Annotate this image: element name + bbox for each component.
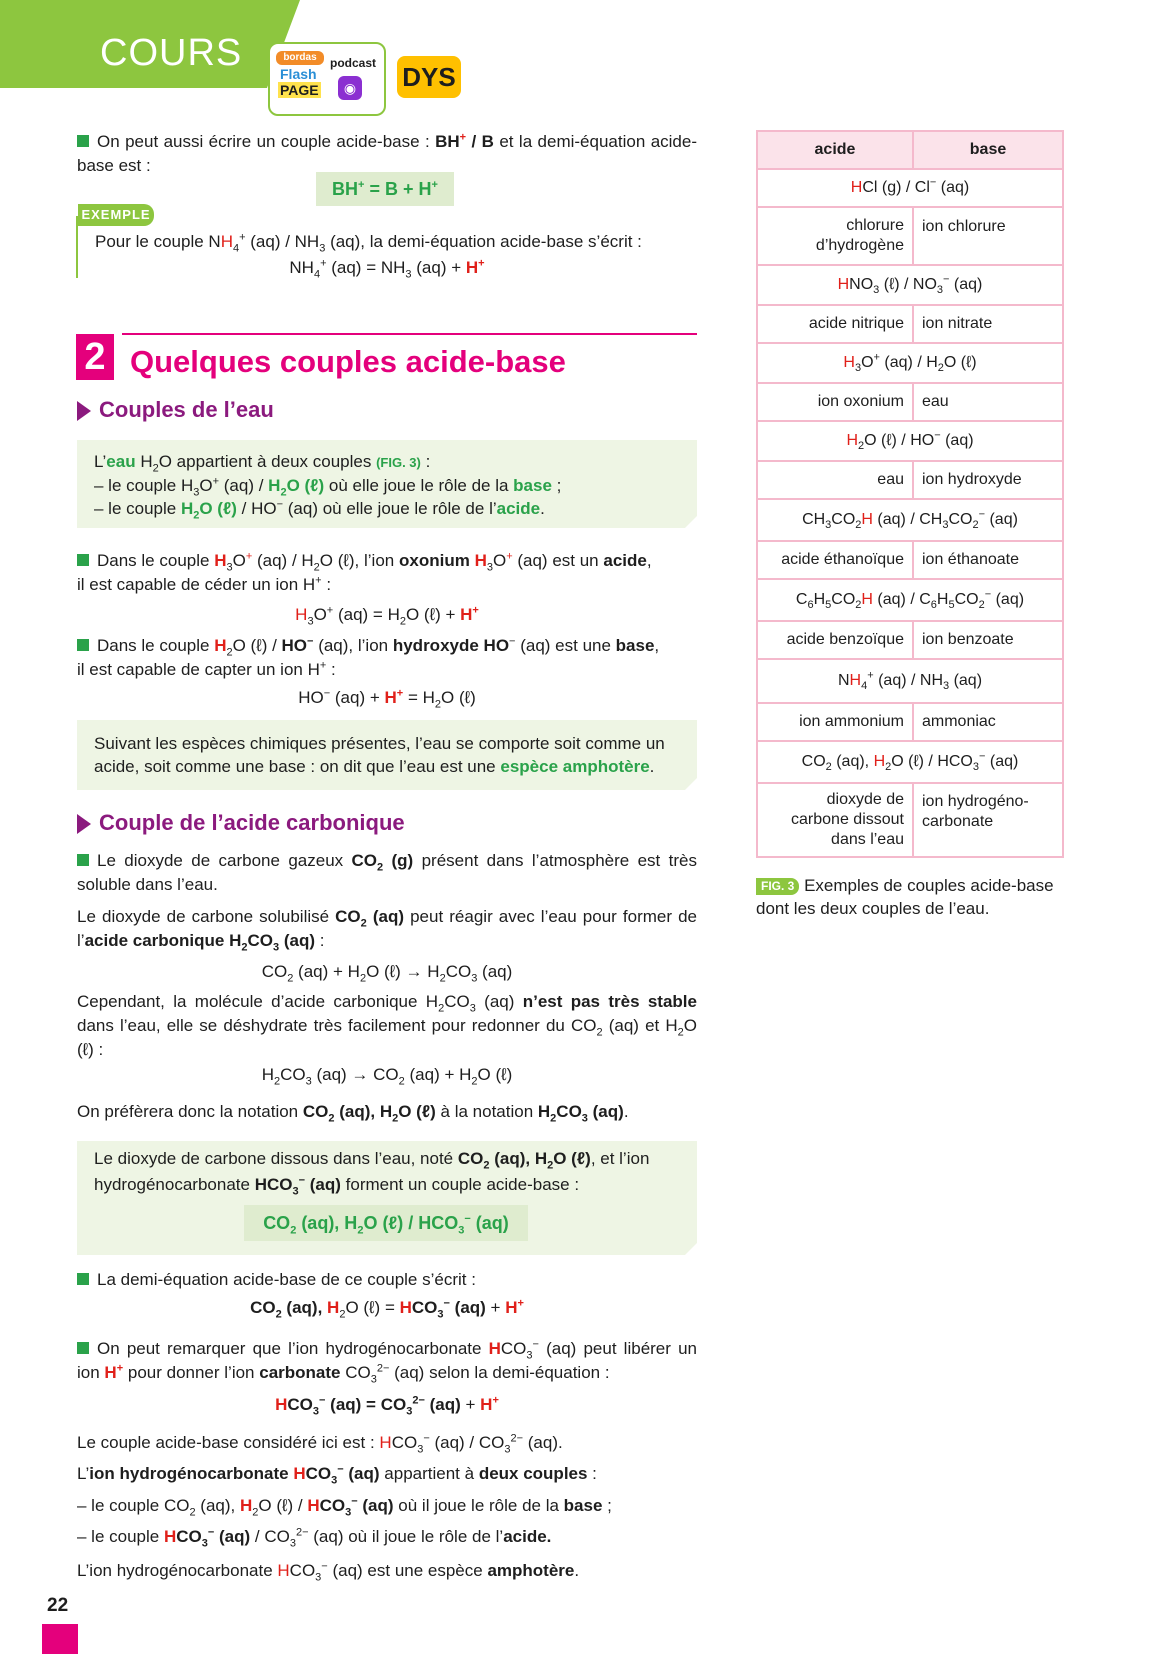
bullet-square-icon <box>77 639 89 651</box>
exemple-label: EXEMPLE <box>78 204 154 226</box>
amphotere-text: Suivant les espèces chimiques présentes, l’eau se comporte soit comme un acide, soit comme une base : on dit que l’eau est une espèce amphotère. <box>94 734 665 776</box>
hco3-paragraph: On peut remarquer que l’ion hydrogénocarbonate $HCO_3^-$ (aq) peut libérer un ion H+ pour donner l’ion carbonate $CO_3^{2-}$ (aq) selon la demi-équation : <box>77 1338 697 1386</box>
couple-acide-line: – le couple $HCO_3^-$ $(aq) / CO_3^{2-}$ (aq) où il joue le rôle de l’acide. <box>77 1526 552 1550</box>
flash-label: Flash <box>280 66 317 82</box>
cours-label: COURS <box>100 32 243 74</box>
carbonique-stability-paragraph: Cependant, la molécule d’acide carbonique $H_2CO_3$ (aq) n’est pas très stable dans l’eau, elle se déshydrate très facilement pour redonner du $CO_2$ (aq) et $H_2O$ (ℓ) : <box>77 992 697 1059</box>
amphotere-conclusion-line: L’ion hydrogénocarbonate $HCO_3^-$ (aq) est une espèce amphotère. <box>77 1560 580 1584</box>
hco3-demi-equation: $HCO_3^-$ $(aq) = CO_3^{2-}$ (aq) + H+ <box>275 1394 499 1418</box>
co2-box-corner <box>685 1243 697 1255</box>
co2-aq-paragraph: Le dioxyde de carbone solubilisé $CO_2$ (aq) peut réagir avec l’eau pour former de l’acide carbonique $H_2CO_3$ (aq) : <box>77 907 697 954</box>
bordas-logo: bordas <box>276 51 324 65</box>
table-row <box>757 783 1063 857</box>
table-row <box>757 207 1063 265</box>
deux-couples-line: L’ion hydrogénocarbonate $HCO_3^-$ (aq) appartient à deux couples : <box>77 1463 597 1487</box>
base-name: ion nitrate <box>913 305 1063 343</box>
notation-paragraph: On préfèrera donc la notation $CO_2$ (aq), $H_2O$ (ℓ) à la notation $H_2CO_3$ (aq). <box>77 1102 629 1125</box>
demi-equation-paragraph: La demi-équation acide-base de ce couple s’écrit : <box>77 1268 697 1292</box>
co2-demi-equation: $CO_2$ (aq), $H_2O$ (ℓ) = $HCO_3^-$ (aq) + H+ <box>250 1297 524 1321</box>
table-row <box>757 703 1063 741</box>
bullet-square-icon <box>77 854 89 866</box>
table-row <box>757 579 1063 621</box>
base-name: eau <box>913 383 1063 421</box>
subtitle-arrow-icon <box>77 814 91 834</box>
co2-box-text: Le dioxyde de carbone dissous dans l’eau, noté $CO_2$ (aq), $H_2O$ (ℓ), et l’ion hydrogénocarbonate $HCO_3^-$ (aq) forment un couple acide-base : <box>94 1149 650 1198</box>
couple-formula: HCl (g) / Cl− (aq) <box>757 169 1063 207</box>
couple-formula: $HNO_3$ (ℓ) / $NO_3^-$ (aq) <box>757 265 1063 305</box>
acide-name: chlorure d’hydrogène <box>757 207 913 265</box>
intro-paragraph: On peut aussi écrire un couple acide-base : BH+ / B et la demi-équation acide-base est : <box>77 131 697 175</box>
fig-label: FIG. 3 <box>756 878 799 895</box>
table-row <box>757 621 1063 659</box>
oxonium-equation: $H_3O^+$ $(aq) = H_2O$ (ℓ) + H+ <box>295 604 479 628</box>
hydroxyde-paragraph: Dans le couple $H_2O$ (ℓ) / HO− (aq), l’ion hydroxyde HO− (aq) est une base, il est capable de capter un ion H+ : <box>77 635 660 679</box>
co2-couple-equation: $CO_2$ (aq), $H_2O$ (ℓ) / $HCO_3^-$ (aq) <box>244 1205 528 1241</box>
carbonique-decomposition-equation: $H_2CO_3$ $(aq) \to CO_2$ $(aq) + H_2O$ (ℓ) <box>261 1065 513 1088</box>
header-tab-rounded <box>72 0 102 88</box>
subtitle-carbonique: Couple de l’acide carbonique <box>99 810 405 835</box>
table-row <box>757 461 1063 499</box>
section-title: Quelques couples acide-base <box>130 344 566 379</box>
oxonium-paragraph: Dans le couple $H_3O^+$ $(aq) / H_2O$ (ℓ), l’ion oxonium $H_3O^+$ (aq) est un acide, il est capable de céder un ion H+ : <box>77 550 652 594</box>
table-row <box>757 305 1063 343</box>
section-number: 2 <box>76 334 114 380</box>
bh-equation: BH+ = B + H+ <box>316 172 454 206</box>
subtitle-arrow-icon <box>77 401 91 421</box>
podcast-label: podcast <box>330 56 377 70</box>
table-row <box>757 343 1063 383</box>
couple-considere-line: Le couple acide-base considéré ici est : $HCO_3^-$ $(aq) / CO_3^{2-}$ (aq). <box>77 1432 563 1456</box>
table-row <box>757 421 1063 461</box>
exemple-equation: $NH_4^+$ $(aq) = NH_3$ (aq) + H+ <box>289 257 485 281</box>
table-row <box>757 499 1063 541</box>
table-header-row <box>757 131 1063 169</box>
bullet-square-icon <box>77 135 89 147</box>
table-row <box>757 659 1063 703</box>
page-label: PAGE <box>280 82 319 98</box>
eau-box-corner <box>685 516 697 528</box>
table-header-base: base <box>913 131 1063 169</box>
table-row <box>757 383 1063 421</box>
bullet-square-icon <box>77 1273 89 1285</box>
base-name: ion benzoate <box>913 621 1063 659</box>
base-name: ion chlorure <box>913 207 1063 265</box>
couple-base-line: – le couple $CO_2$ (aq), $H_2O$ (ℓ) / $HCO_3^-$ (aq) où il joue le rôle de la base ; <box>77 1495 612 1519</box>
bullet-square-icon <box>77 554 89 566</box>
base-name: ion hydrogéno-carbonate <box>913 783 1063 857</box>
table-header-acide: acide <box>757 131 913 169</box>
couple-formula: $NH_4^+$ $(aq) / NH_3$ (aq) <box>757 659 1063 703</box>
base-name: ion éthanoate <box>913 541 1063 579</box>
page-number: 22 <box>47 1595 69 1616</box>
acide-name: eau <box>757 461 913 499</box>
acide-name: acide éthanoïque <box>757 541 913 579</box>
couple-formula: $C_6H_5CO_2H$ $(aq) / C_6H_5CO_2^-$ (aq) <box>757 579 1063 621</box>
table-row <box>757 741 1063 783</box>
couple-formula: $H_3O^+$ $(aq) / H_2O$ (ℓ) <box>757 343 1063 383</box>
co2-gaz-paragraph: Le dioxyde de carbone gazeux $CO_2$ (g) présent dans l’atmosphère est très soluble dans l’eau. <box>77 851 697 894</box>
exemple-text: Pour le couple $NH_4^+$ $(aq) / NH_3$ (aq), la demi-équation acide-base s’écrit : <box>95 231 642 255</box>
couples-table <box>756 130 1064 858</box>
table-row <box>757 265 1063 305</box>
table-row <box>757 541 1063 579</box>
base-name: ammoniac <box>913 703 1063 741</box>
acide-name: ion ammonium <box>757 703 913 741</box>
flashpage-badge[interactable] <box>268 42 386 116</box>
section-rule <box>122 333 697 335</box>
figure-caption: FIG. 3 Exemples de couples acide-base dont les deux couples de l’eau. <box>756 876 1054 918</box>
couple-formula: $CO_2$ (aq), $H_2O$ (ℓ) / $HCO_3^-$ (aq) <box>757 741 1063 783</box>
couple-formula: $CH_3CO_2H$ $(aq) / CH_3CO_2^-$ (aq) <box>757 499 1063 541</box>
subtitle-eau: Couples de l’eau <box>99 397 274 422</box>
podcast-icon: ◉ <box>338 76 362 100</box>
table-row <box>757 169 1063 207</box>
acide-name: dioxyde de carbone dissout dans l’eau <box>757 783 913 857</box>
couple-formula: $H_2O$ (ℓ) / HO− (aq) <box>757 421 1063 461</box>
hydroxyde-equation: HO− $(aq) + H^+ = H_2O$ (ℓ) <box>298 687 476 711</box>
eau-box-text: L’eau $H_2O$ appartient à deux couples (FIG. 3) : – le couple $H_3O^+$ $(aq) / H_2O$ (ℓ) où elle joue le rôle de la base ; – le couple $H_2O$ (ℓ) / HO− (aq) où elle joue le rôle de l’acide. <box>94 452 562 522</box>
acide-name: ion oxonium <box>757 383 913 421</box>
carbonique-formation-equation: $CO_2$ $(aq) + H_2O$ (ℓ) → $H_2CO_3$ (aq) <box>261 962 513 985</box>
acide-name: acide nitrique <box>757 305 913 343</box>
dys-badge[interactable]: DYS <box>397 56 461 98</box>
page-marker <box>42 1624 78 1654</box>
amphotere-box-corner <box>685 778 697 790</box>
bullet-square-icon <box>77 1342 89 1354</box>
acide-name: acide benzoïque <box>757 621 913 659</box>
base-name: ion hydroxyde <box>913 461 1063 499</box>
